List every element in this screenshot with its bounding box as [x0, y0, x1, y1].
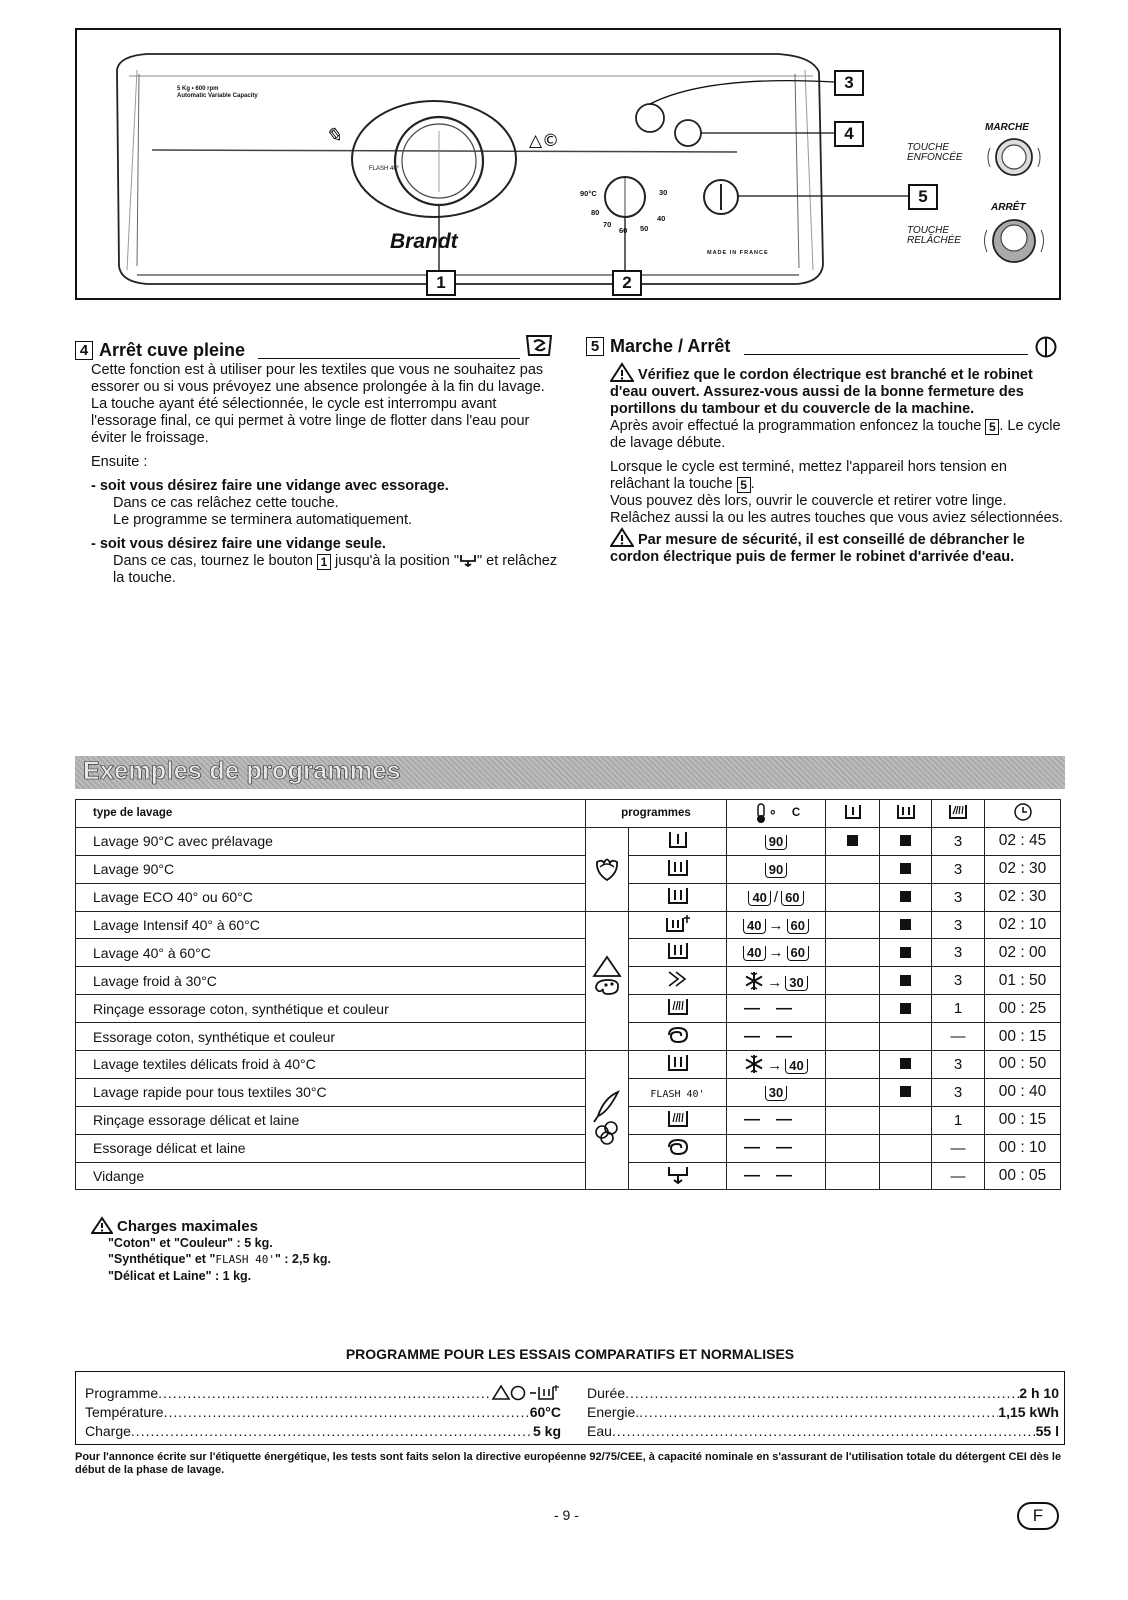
- examples-banner: [75, 756, 1065, 789]
- power-icon: [1033, 335, 1059, 359]
- row-duration: 02 : 30: [985, 855, 1061, 883]
- row-duration: 02 : 45: [985, 827, 1061, 855]
- charges-title: Charges maximales: [117, 1218, 258, 1235]
- p2-pre: Lorsque le cycle est terminé, mettez l'appareil hors tension en relâchant la touche: [610, 459, 1007, 492]
- flash-dial-label: FLASH 40°: [369, 166, 400, 172]
- table-row: [76, 995, 1061, 1023]
- prewash-icon: [667, 830, 689, 850]
- row-program-icon: [629, 1134, 727, 1162]
- callout-4: 4: [834, 121, 864, 147]
- row-prewash-mark: [826, 939, 880, 967]
- row-rinse-count: 3: [932, 827, 985, 855]
- row-temperature: → 40: [727, 1051, 826, 1079]
- header-type: type de lavage: [76, 800, 586, 828]
- row-prewash-mark: [826, 883, 880, 911]
- row-temperature: ——: [727, 1162, 826, 1190]
- capacity-line-1: 5 Kg • 600 rpm: [177, 86, 219, 92]
- row-program-icon: [629, 967, 727, 995]
- marche-label: MARCHE: [985, 122, 1029, 133]
- capacity-label: [177, 86, 258, 100]
- snowflake-icon: [744, 1054, 764, 1074]
- row-rinse-count: 3: [932, 967, 985, 995]
- temp-unit: C: [791, 807, 801, 820]
- row-rinse-count: 3: [932, 1051, 985, 1079]
- table-header-row: [76, 800, 1061, 828]
- section-4-option-2-title: - soit vous désirez faire une vidange seule.: [91, 536, 386, 552]
- row-prewash-mark: [826, 1023, 880, 1051]
- temp-50: 50: [640, 224, 649, 233]
- row-program-icon: [629, 883, 727, 911]
- row-program-icon: [629, 827, 727, 855]
- charges-line-2: [91, 1251, 331, 1268]
- row-rinse-count: —: [932, 1134, 985, 1162]
- p1-pre: Après avoir effectué la programmation enfoncez la touche: [610, 418, 982, 434]
- rinse-icon: [666, 997, 690, 1017]
- wash-icon: [666, 941, 690, 961]
- touche-relachee-label: [907, 226, 961, 246]
- row-prewash-mark: [826, 1134, 880, 1162]
- essais-eau-key: Eau: [587, 1423, 612, 1439]
- table-row: [76, 1023, 1061, 1051]
- row-duration: 00 : 15: [985, 1106, 1061, 1134]
- table-row: [76, 1162, 1061, 1190]
- row-wash-mark: [880, 967, 932, 995]
- made-in-label: MADE IN FRANCE: [707, 250, 769, 256]
- touche-word: TOUCHE: [907, 142, 950, 153]
- snowflake-icon: [744, 971, 764, 991]
- section-5-warning-1: Vérifiez que le cordon électrique est branché et le robinet d'eau ouvert. Assurez-vous aussi de la bonne fermeture des portillons du tambour et du couvercle de la machine.: [610, 367, 1033, 417]
- row-temperature: 40 / 60: [727, 883, 826, 911]
- section-4-body: [91, 362, 563, 587]
- row-prewash-mark: [826, 967, 880, 995]
- row-temperature: ——: [727, 995, 826, 1023]
- warning-icon: [610, 362, 634, 382]
- row-rinse-count: —: [932, 1023, 985, 1051]
- spin-icon: [665, 1137, 691, 1157]
- clock-icon: [1013, 802, 1033, 822]
- spin-icon: [665, 1025, 691, 1045]
- row-program-icon: [629, 911, 727, 939]
- warning-icon: [610, 527, 634, 547]
- synthetic-color-group-icon: [590, 954, 624, 1004]
- essais-programme-key: Programme: [85, 1385, 159, 1401]
- header-wash: [880, 800, 932, 828]
- callout-1: 1: [426, 270, 456, 296]
- section-4-number: 4: [75, 341, 93, 360]
- p2-button-ref: 5: [737, 477, 751, 493]
- section-4-title: [75, 339, 245, 361]
- row-program-icon: [629, 1078, 727, 1106]
- row-program-icon: [629, 939, 727, 967]
- drain-icon: [666, 1165, 690, 1185]
- charges-l2b: FLASH 40': [215, 1253, 275, 1266]
- essais-note: Pour l'annonce écrite sur l'étiquette énergétique, les tests sont faits selon la directive européenne 92/75/CEE, à capacité nominale en s'assurant de l'utilisation totale du détergent CEI dès le début de la phase de lavage.: [75, 1451, 1062, 1476]
- section-5-body: [610, 362, 1068, 566]
- row-type-name: Lavage textiles délicats froid à 40°C: [76, 1051, 586, 1079]
- section-5-p2: [610, 459, 1068, 493]
- row-type-name: Lavage rapide pour tous textiles 30°C: [76, 1078, 586, 1106]
- essais-programme-icons: [491, 1384, 561, 1404]
- arret-label: ARRÊT: [991, 202, 1026, 213]
- essais-programme-row: [85, 1384, 561, 1404]
- essais-temperature-row: [85, 1403, 561, 1422]
- row-wash-mark: [880, 1023, 932, 1051]
- brand-logo: Brandt: [390, 230, 458, 253]
- wash-icon: [666, 886, 690, 906]
- row-wash-mark: [880, 883, 932, 911]
- charges-line-1: "Coton" et "Couleur" : 5 kg.: [108, 1236, 273, 1250]
- essais-energie-key: Energie.: [587, 1404, 640, 1420]
- opt2-pre: Dans ce cas, tournez le bouton: [113, 553, 313, 569]
- row-program-icon: [629, 855, 727, 883]
- header-rinse: [932, 800, 985, 828]
- control-panel-figure: [75, 28, 1061, 300]
- warning-icon: [91, 1216, 113, 1234]
- row-duration: 00 : 10: [985, 1134, 1061, 1162]
- p1-post: . Le cycle de lavage débute.: [610, 418, 1061, 451]
- language-badge: F: [1017, 1502, 1059, 1530]
- section-4-option-1-line-1: Dans ce cas relâchez cette touche.: [113, 495, 339, 511]
- row-wash-mark: [880, 939, 932, 967]
- row-duration: 00 : 50: [985, 1051, 1061, 1079]
- relachee-word: RELÂCHÉE: [907, 235, 961, 246]
- drain-icon: [459, 553, 477, 567]
- prewash-icon: [843, 803, 863, 821]
- temp-70: 70: [603, 220, 612, 229]
- section-5-number: 5: [586, 337, 604, 356]
- row-prewash-mark: [826, 911, 880, 939]
- essais-charge-row: [85, 1422, 561, 1441]
- essais-temperature-key: Température: [85, 1404, 164, 1420]
- svg-text:°: °: [769, 807, 776, 824]
- row-type-name: Essorage coton, synthétique et couleur: [76, 1023, 586, 1051]
- row-duration: 00 : 05: [985, 1162, 1061, 1190]
- opt2-post: jusqu'à la position: [334, 553, 450, 569]
- row-temperature: 40 → 60: [727, 911, 826, 939]
- cotton-group-icon: [592, 853, 622, 883]
- table-row: [76, 1078, 1061, 1106]
- section-4-rule: [258, 358, 520, 359]
- temp-40: 40: [657, 214, 666, 223]
- row-prewash-mark: [826, 855, 880, 883]
- essais-duree-value: 2 h 10: [1019, 1385, 1059, 1401]
- header-temperature: [727, 800, 826, 828]
- section-5-p1: [610, 418, 1068, 452]
- header-programmes: programmes: [586, 800, 727, 828]
- charges-l2a: "Synthétique" et ": [108, 1252, 216, 1266]
- section-4-ensuite: Ensuite :: [91, 454, 148, 470]
- table-row: [76, 883, 1061, 911]
- thermometer-icon: [752, 802, 792, 824]
- row-wash-mark: [880, 995, 932, 1023]
- cotton-synthetic-icon: △©: [529, 131, 560, 151]
- table-row: [76, 1106, 1061, 1134]
- row-rinse-count: 3: [932, 1078, 985, 1106]
- row-prewash-mark: [826, 1078, 880, 1106]
- intensive-wash-icon: [664, 914, 692, 934]
- row-rinse-count: 3: [932, 939, 985, 967]
- temp-60: 60: [619, 226, 628, 235]
- row-program-icon: [629, 1051, 727, 1079]
- table-row: [76, 1134, 1061, 1162]
- row-type-name: Lavage Intensif 40° à 60°C: [76, 911, 586, 939]
- row-program-icon: [629, 1106, 727, 1134]
- row-type-name: Rinçage essorage coton, synthétique et couleur: [76, 995, 586, 1023]
- delicate-wool-group-icon: [586, 1051, 629, 1190]
- rinse-icon: [666, 1109, 690, 1129]
- touche-word: TOUCHE: [907, 225, 950, 236]
- row-prewash-mark: [826, 1106, 880, 1134]
- section-5-title: [586, 335, 730, 357]
- row-temperature: 30: [727, 1078, 826, 1106]
- row-prewash-mark: [826, 827, 880, 855]
- row-rinse-count: 1: [932, 1106, 985, 1134]
- section-4-option-1-line-2: Le programme se terminera automatiquement.: [113, 512, 413, 528]
- p1-button-ref: 5: [985, 419, 999, 435]
- wash-icon: [895, 803, 917, 821]
- row-duration: 02 : 00: [985, 939, 1061, 967]
- row-wash-mark: [880, 1134, 932, 1162]
- row-rinse-count: 3: [932, 883, 985, 911]
- callout-3: 3: [834, 70, 864, 96]
- row-prewash-mark: [826, 995, 880, 1023]
- delicate-wool-group-icon: [590, 1088, 624, 1150]
- row-wash-mark: [880, 827, 932, 855]
- row-duration: 00 : 15: [985, 1023, 1061, 1051]
- row-temperature: ——: [727, 1134, 826, 1162]
- section-4-title-text: Arrêt cuve pleine: [99, 340, 246, 360]
- row-duration: 00 : 25: [985, 995, 1061, 1023]
- essais-eau-row: [587, 1422, 1059, 1441]
- synthetic-color-group-icon: [586, 911, 629, 1050]
- callout-2: 2: [612, 270, 642, 296]
- header-duration: [985, 800, 1061, 828]
- section-4-option-1-title: - soit vous désirez faire une vidange avec essorage.: [91, 478, 449, 494]
- table-row: [76, 855, 1061, 883]
- program-table: [75, 799, 1061, 1190]
- essais-duree-key: Durée: [587, 1385, 626, 1401]
- wash-icon: [666, 858, 690, 878]
- callout-5: 5: [908, 184, 938, 210]
- opt2-button-ref: 1: [317, 554, 331, 570]
- temp-30: 30: [659, 188, 668, 197]
- capacity-line-2: Automatic Variable Capacity: [177, 93, 258, 99]
- row-type-name: Lavage ECO 40° ou 60°C: [76, 883, 586, 911]
- page-number: - 9 -: [554, 1507, 579, 1523]
- row-wash-mark: [880, 1078, 932, 1106]
- rinse-icon: [947, 803, 969, 821]
- row-temperature: 40 → 60: [727, 939, 826, 967]
- section-4-p1: Cette fonction est à utiliser pour les textiles que vous ne souhaitez pas essorer ou si vous prévoyez une absence prolongée à la fin du lavage.: [91, 362, 545, 395]
- temp-90: 90°C: [580, 189, 597, 198]
- row-rinse-count: 3: [932, 855, 985, 883]
- row-temperature: 90: [727, 827, 826, 855]
- row-program-icon: [629, 1162, 727, 1190]
- row-duration: 02 : 30: [985, 883, 1061, 911]
- row-wash-mark: [880, 855, 932, 883]
- row-wash-mark: [880, 1051, 932, 1079]
- row-type-name: Rinçage essorage délicat et laine: [76, 1106, 586, 1134]
- row-type-name: Essorage délicat et laine: [76, 1134, 586, 1162]
- essais-title: PROGRAMME POUR LES ESSAIS COMPARATIFS ET NORMALISES: [345, 1346, 795, 1362]
- row-program-icon: [629, 1023, 727, 1051]
- essais-energie-row: [587, 1403, 1059, 1422]
- row-program-icon: [629, 995, 727, 1023]
- p2-post: .: [750, 476, 755, 492]
- essais-eau-value: 55 l: [1035, 1423, 1059, 1439]
- row-temperature: 90: [727, 855, 826, 883]
- wash-icon: [666, 1053, 690, 1073]
- table-row: [76, 1051, 1061, 1079]
- section-5-rule: [744, 354, 1028, 355]
- row-rinse-count: 1: [932, 995, 985, 1023]
- row-rinse-count: —: [932, 1162, 985, 1190]
- section-4-p2: La touche ayant été sélectionnée, le cycle est interrompu avant l'essorage final, ce qui permet à votre linge de flotter dans l'eau pour éviter le froissage.: [91, 396, 530, 446]
- delicate-icon: ✎: [325, 123, 342, 147]
- panel-drawing: [77, 30, 1063, 302]
- flash-label: FLASH 40': [650, 1089, 705, 1101]
- row-type-name: Vidange: [76, 1162, 586, 1190]
- section-5-p3: Vous pouvez dès lors, ouvrir le couvercle et retirer votre linge. Relâchez aussi la ou les autres touches que vous aviez sélectionnées.: [610, 493, 1063, 526]
- table-row: [76, 827, 1061, 855]
- touche-enfoncee-label: [907, 143, 963, 163]
- row-type-name: Lavage 90°C avec prélavage: [76, 827, 586, 855]
- row-temperature: ——: [727, 1023, 826, 1051]
- cotton-synthetic-intensive-icon: [491, 1384, 561, 1402]
- charges-line-3: "Délicat et Laine" : 1 kg.: [108, 1269, 252, 1283]
- row-type-name: Lavage 90°C: [76, 855, 586, 883]
- table-row: [76, 967, 1061, 995]
- row-duration: 00 : 40: [985, 1078, 1061, 1106]
- section-4-option-2-text: Dans ce cas, tournez le bouton 1 jusqu'à la position " " et relâchez la touche.: [113, 553, 558, 586]
- temp-80: 80: [591, 208, 600, 217]
- full-tank-stop-icon: [524, 333, 554, 359]
- row-type-name: Lavage froid à 30°C: [76, 967, 586, 995]
- essais-charge-key: Charge: [85, 1423, 131, 1439]
- essais-box: [75, 1371, 1065, 1445]
- table-row: [76, 939, 1061, 967]
- row-rinse-count: 3: [932, 911, 985, 939]
- section-5-title-text: Marche / Arrêt: [610, 336, 731, 356]
- header-prewash: [826, 800, 880, 828]
- row-duration: 01 : 50: [985, 967, 1061, 995]
- row-temperature: ——: [727, 1106, 826, 1134]
- row-temperature: → 30: [727, 967, 826, 995]
- essais-duree-row: [587, 1384, 1059, 1403]
- row-wash-mark: [880, 1162, 932, 1190]
- cotton-group-icon: [586, 827, 629, 911]
- examples-banner-title: Exemples de programmes: [83, 757, 401, 785]
- max-charges: [91, 1216, 331, 1284]
- row-type-name: Lavage 40° à 60°C: [76, 939, 586, 967]
- row-prewash-mark: [826, 1162, 880, 1190]
- essais-temperature-value: 60°C: [529, 1404, 561, 1420]
- row-wash-mark: [880, 911, 932, 939]
- section-5-warning-2: Par mesure de sécurité, il est conseillé de débrancher le cordon électrique puis de fermer le robinet d'arrivée d'eau.: [610, 532, 1025, 565]
- row-wash-mark: [880, 1106, 932, 1134]
- table-row: [76, 911, 1061, 939]
- row-prewash-mark: [826, 1051, 880, 1079]
- enfoncee-word: ENFONCÉE: [907, 152, 963, 163]
- charges-l2c: " : 2,5 kg.: [274, 1252, 331, 1266]
- cold-wash-icon: [665, 969, 691, 989]
- opt2-end: et relâchez la touche.: [113, 553, 558, 586]
- row-duration: 02 : 10: [985, 911, 1061, 939]
- essais-charge-value: 5 kg: [532, 1423, 561, 1439]
- essais-energie-value: 1,15 kWh: [998, 1404, 1059, 1420]
